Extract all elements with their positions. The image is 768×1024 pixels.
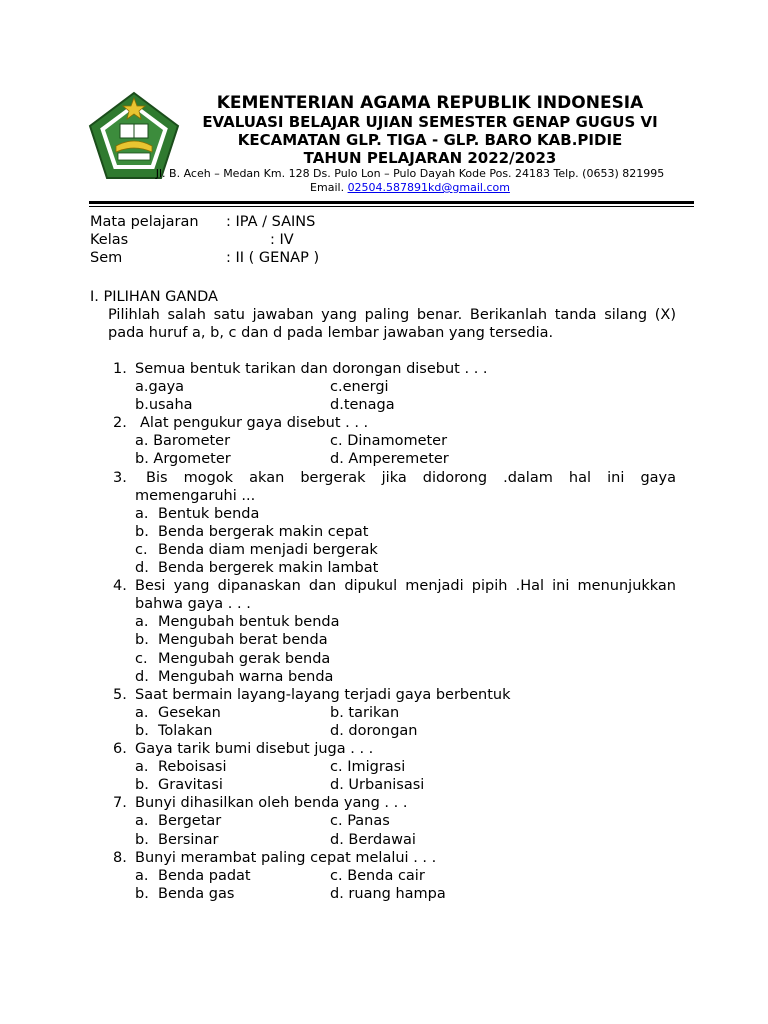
option-a: a.gaya — [135, 379, 185, 395]
option-right: d. Urbanisasi — [330, 777, 425, 793]
semester-label: Sem — [90, 250, 123, 266]
option-text: Tolakan — [158, 723, 213, 739]
email-label: Email. — [310, 181, 345, 194]
question-number: 7. — [113, 795, 127, 811]
header-address: Jl. B. Aceh – Medan Km. 128 Ds. Pulo Lon – Pulo Dayah Kode Pos. 24183 Telp. (0653) 821995 — [155, 167, 665, 180]
question-number: 5. — [113, 687, 127, 703]
question-text: Bis mogok akan bergerak jika didorong .dalam hal ini gaya — [146, 470, 676, 486]
instruction-line-1: Pilihlah salah satu jawaban yang paling benar. Berikanlah tanda silang (X) — [108, 307, 676, 323]
option-text: Bersinar — [158, 832, 219, 848]
option-text: Benda bergerak makin cepat — [158, 524, 369, 540]
option-text: Gesekan — [158, 705, 221, 721]
option-letter: b. — [135, 632, 149, 648]
class-label: Kelas — [90, 232, 129, 248]
option-letter: a. — [135, 614, 149, 630]
header-divider-thin — [89, 206, 694, 207]
semester-value: : II ( GENAP ) — [226, 250, 320, 266]
option-letter: b. — [135, 723, 149, 739]
subject-value: : IPA / SAINS — [226, 214, 316, 230]
option-text: Benda padat — [158, 868, 251, 884]
instruction-line-2: pada huruf a, b, c dan d pada lembar jawaban yang tersedia. — [108, 325, 554, 341]
option-b: b.usaha — [135, 397, 193, 413]
option-text: Reboisasi — [158, 759, 227, 775]
section-title: I. PILIHAN GANDA — [90, 289, 218, 305]
question-text: Bunyi merambat paling cepat melalui . . . — [135, 850, 437, 866]
option-text: Mengubah berat benda — [158, 632, 328, 648]
option-letter: a. — [135, 759, 149, 775]
option-right: d. Berdawai — [330, 832, 416, 848]
question-text-cont: memengaruhi ... — [135, 488, 256, 504]
option-letter: b. — [135, 886, 149, 902]
question-text: Gaya tarik bumi disebut juga . . . — [135, 741, 374, 757]
email-link[interactable]: 02504.587891kd@gmail.com — [347, 181, 510, 194]
option-a: a. Barometer — [135, 433, 231, 449]
header-school-year: TAHUN PELAJARAN 2022/2023 — [303, 149, 557, 167]
question-number: 6. — [113, 741, 127, 757]
option-letter: c. — [135, 651, 148, 667]
option-c: c. Dinamometer — [330, 433, 448, 449]
question-number: 4. — [113, 578, 127, 594]
option-right: b. tarikan — [330, 705, 400, 721]
option-text: Gravitasi — [158, 777, 223, 793]
option-letter: c. — [135, 542, 148, 558]
option-d: d. Amperemeter — [330, 451, 449, 467]
option-letter: b. — [135, 524, 149, 540]
question-text: Bunyi dihasilkan oleh benda yang . . . — [135, 795, 408, 811]
option-text: Benda diam menjadi bergerak — [158, 542, 378, 558]
option-letter: d. — [135, 560, 149, 576]
option-right: c. Benda cair — [330, 868, 425, 884]
header-ministry: KEMENTERIAN AGAMA REPUBLIK INDONESIA — [216, 93, 644, 113]
option-right: c. Imigrasi — [330, 759, 406, 775]
option-b: b. Argometer — [135, 451, 231, 467]
question-text: Semua bentuk tarikan dan dorongan disebut . . . — [135, 361, 488, 377]
option-c: c.energi — [330, 379, 389, 395]
header-email-line — [140, 181, 680, 194]
question-number: 3. — [113, 470, 127, 486]
option-text: Bergetar — [158, 813, 222, 829]
option-letter: d. — [135, 669, 149, 685]
question-text-cont: bahwa gaya . . . — [135, 596, 251, 612]
option-text: Mengubah warna benda — [158, 669, 334, 685]
subject-label: Mata pelajaran — [90, 214, 199, 230]
option-d: d.tenaga — [330, 397, 395, 413]
option-letter: a. — [135, 813, 149, 829]
option-right: d. dorongan — [330, 723, 418, 739]
question-number: 2. — [113, 415, 127, 431]
header-divider-thick — [89, 201, 694, 204]
question-text: Saat bermain layang-layang terjadi gaya berbentuk — [135, 687, 511, 703]
option-letter: a. — [135, 506, 149, 522]
question-text: Alat pengukur gaya disebut . . . — [140, 415, 369, 431]
option-text: Mengubah bentuk benda — [158, 614, 340, 630]
header-district: KECAMATAN GLP. TIGA - GLP. BARO KAB.PIDIE — [237, 131, 623, 149]
header-exam-title: EVALUASI BELAJAR UJIAN SEMESTER GENAP GUGUS VI — [202, 113, 658, 131]
option-letter: b. — [135, 832, 149, 848]
option-text: Bentuk benda — [158, 506, 260, 522]
question-text: Besi yang dipanaskan dan dipukul menjadi pipih .Hal ini menunjukkan — [135, 578, 676, 594]
option-letter: a. — [135, 705, 149, 721]
option-text: Mengubah gerak benda — [158, 651, 331, 667]
option-text: Benda gas — [158, 886, 235, 902]
option-right: d. ruang hampa — [330, 886, 446, 902]
option-right: c. Panas — [330, 813, 390, 829]
question-number: 8. — [113, 850, 127, 866]
question-number: 1. — [113, 361, 127, 377]
option-letter: b. — [135, 777, 149, 793]
option-text: Benda bergerek makin lambat — [158, 560, 379, 576]
class-value: : IV — [270, 232, 294, 248]
option-letter: a. — [135, 868, 149, 884]
